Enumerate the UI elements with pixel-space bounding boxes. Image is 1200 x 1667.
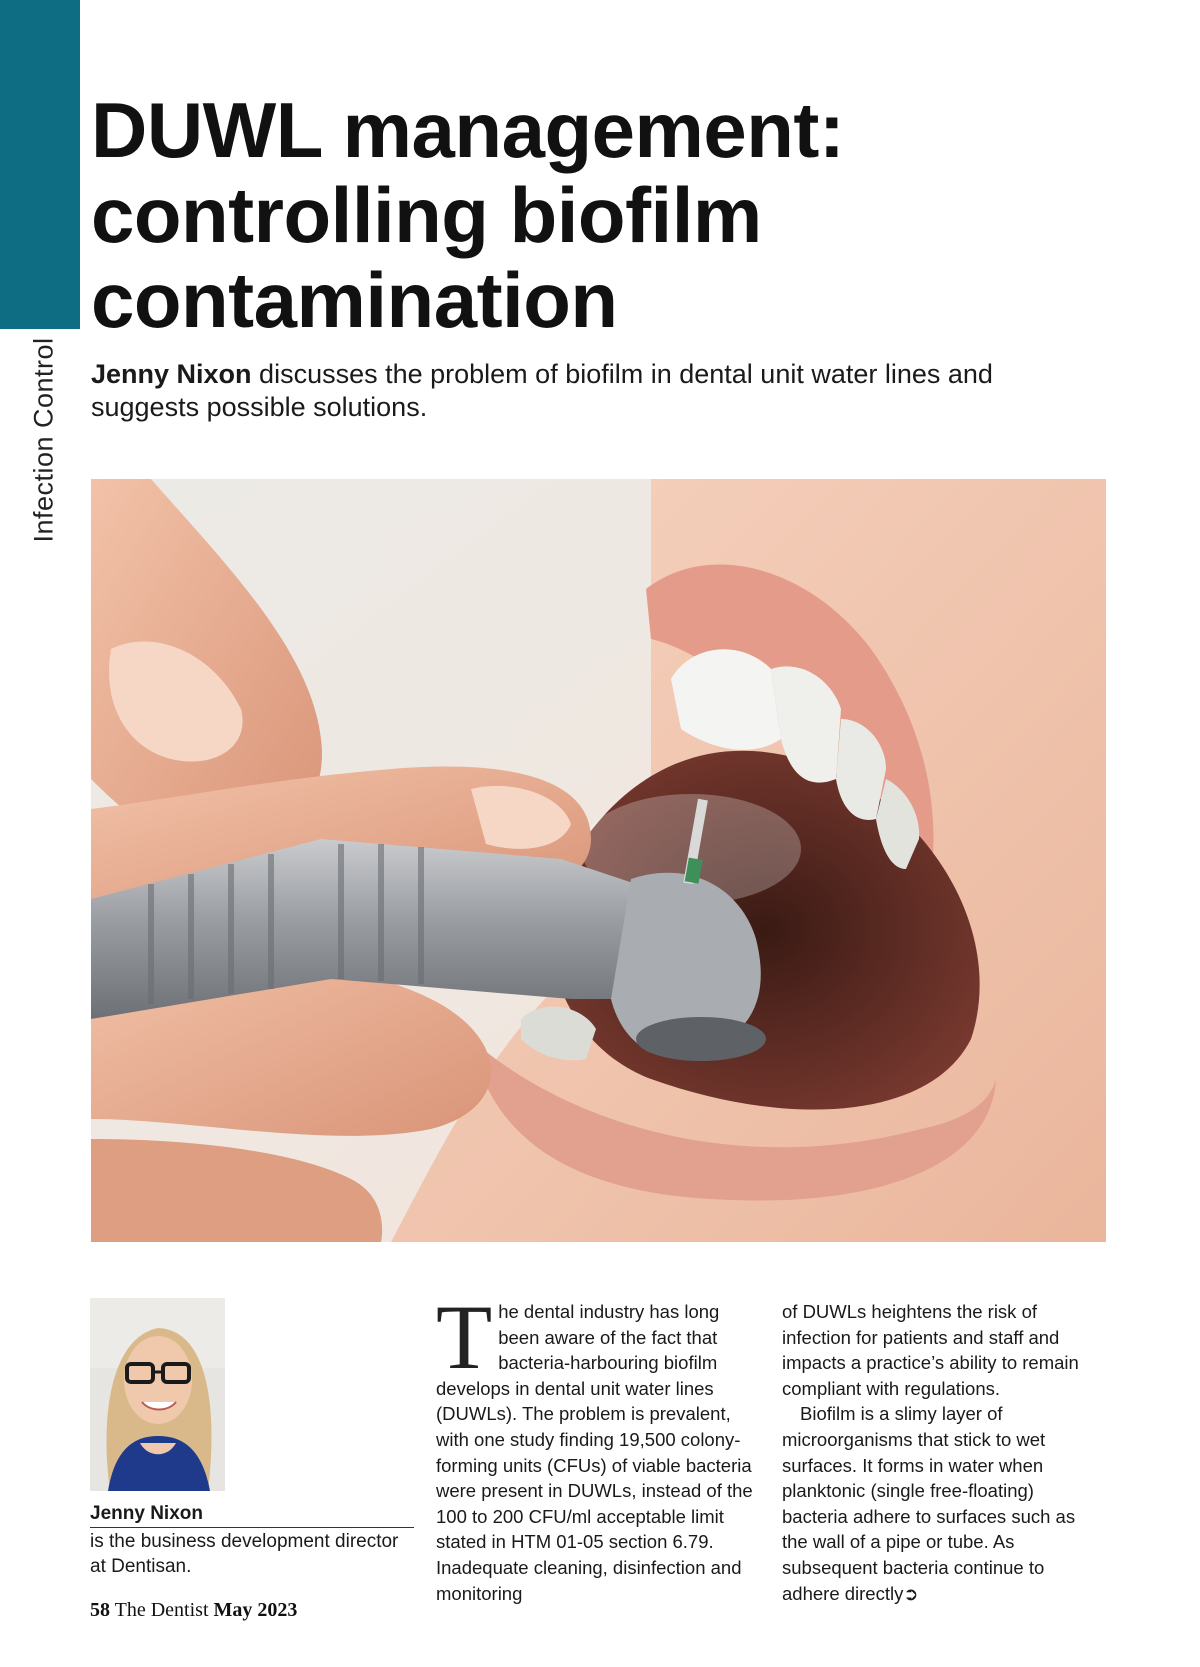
standfirst [91,358,1091,424]
body-column-2 [782,1299,1100,1607]
headline-line-3: contamination [91,256,618,344]
article-headline [91,88,1091,343]
author-bio-text: is the business development director at Dentisan. [90,1531,399,1577]
page-footer [90,1599,297,1622]
headline-line-1: DUWL management: [91,86,845,174]
author-portrait [90,1298,225,1491]
dropcap: T [436,1286,493,1388]
body-col1-text: he dental industry has long been aware of the fact that bacteria-harbouring biofilm develops in dental unit water lines (DUWLs). The problem is prevalent, with one study finding 19,500 colony-forming units (CFUs) of viable bacteria were present in DUWLs, instead of the 100 to 200 CFU/ml acceptable limit stated in HTM 01-05 section 6.79. Inadequate cleaning, disinfection and monitoring [436,1301,753,1604]
section-label: Infection Control [28,337,59,543]
hero-photo-dental-handpiece [91,479,1106,1242]
author-bio-box [90,1502,414,1579]
body-col2-text: Biofilm is a slimy layer of microorganisms that stick to wet surfaces. It forms in water when planktonic (single free-floating) bacteria adhere to surfaces such as the wall of a pipe or tube. As subsequent bacteria continue to adhere directly [782,1403,1076,1604]
body-paragraph-3 [782,1401,1100,1607]
standfirst-text: discusses the problem of biofilm in dental unit water lines and suggests possible solutions. [91,359,993,422]
body-paragraph-2: of DUWLs heightens the risk of infection for patients and staff and impacts a practice’s ability to remain compliant with regulations. [782,1301,1079,1399]
hero-illustration [91,479,1106,1242]
body-column-1 [436,1286,754,1606]
section-color-tab [0,0,80,329]
standfirst-author: Jenny Nixon [91,359,252,389]
magazine-name: The Dentist [114,1599,209,1621]
body-paragraph-1 [436,1286,754,1606]
page-number: 58 [90,1599,110,1621]
issue-date: May 2023 [213,1599,298,1621]
headline-line-2: controlling biofilm [91,171,762,259]
continue-arrow-icon: ➲ [903,1583,919,1604]
author-bio-name: Jenny Nixon [90,1502,414,1528]
author-portrait-illustration [90,1298,225,1491]
